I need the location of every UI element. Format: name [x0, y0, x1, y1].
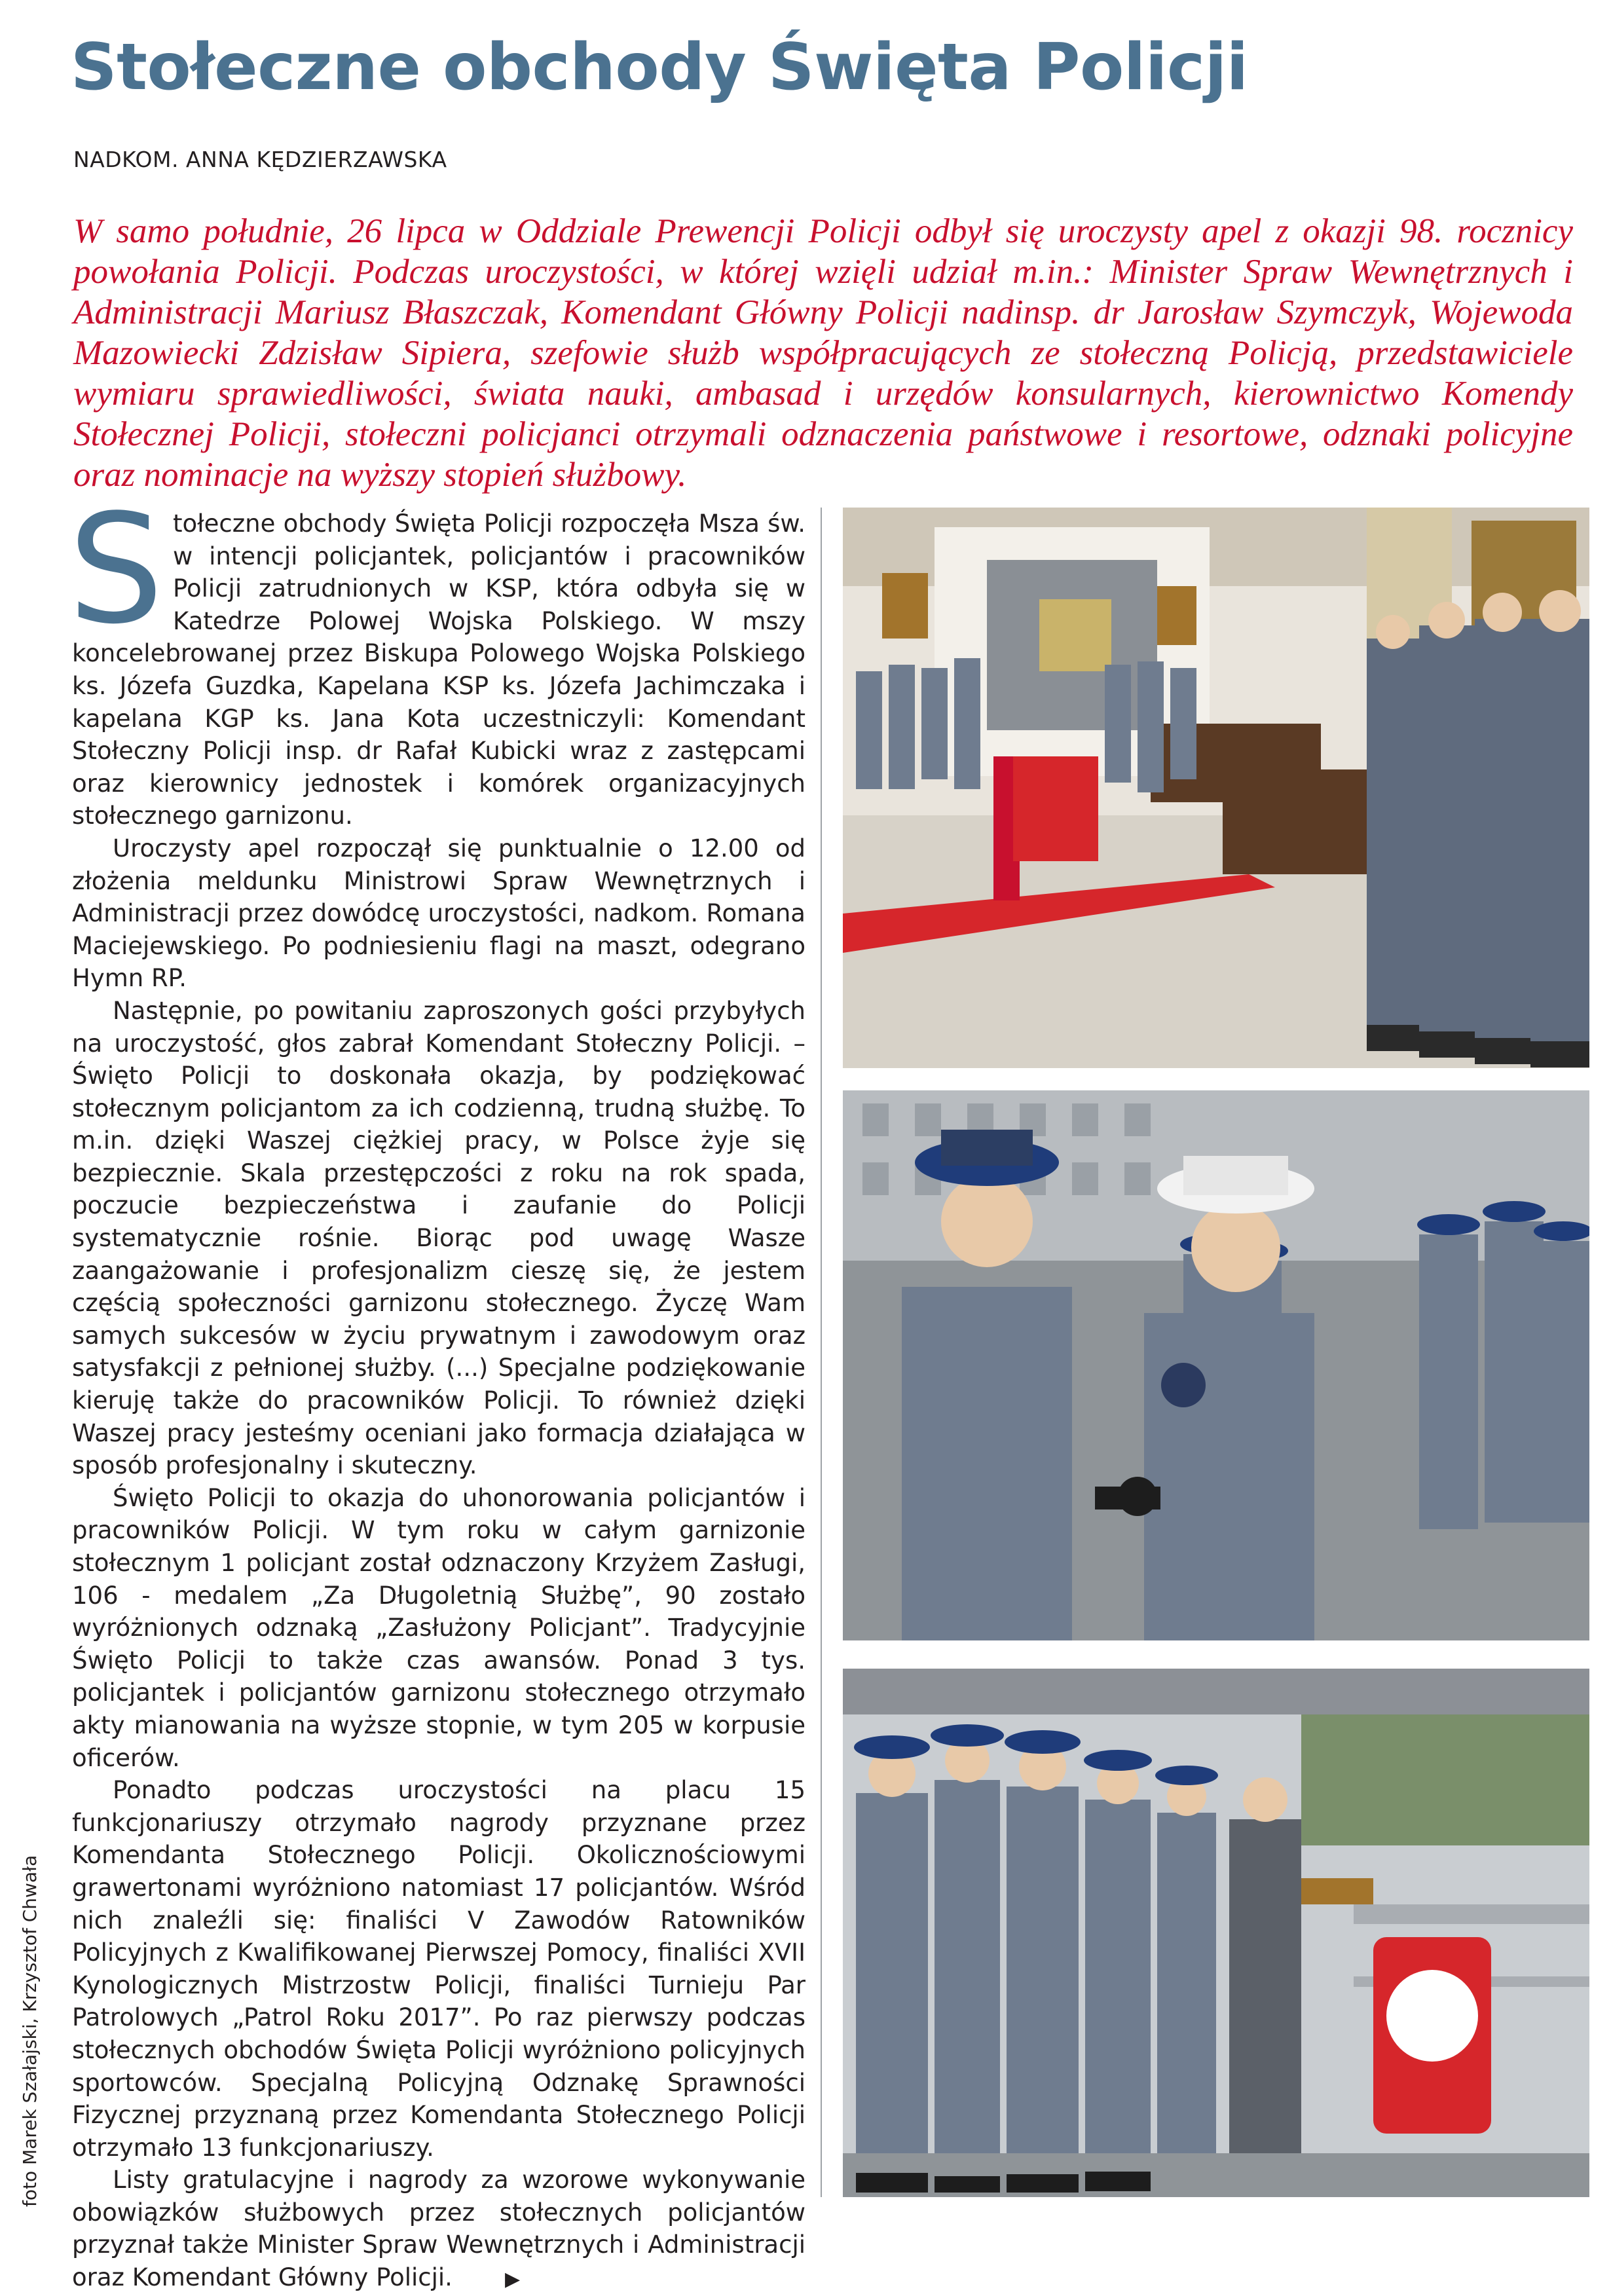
- photo-credit: foto Marek Szałajski, Krzysztof Chwała: [19, 1855, 41, 2207]
- article-body: [68, 483, 806, 2296]
- column-divider: [821, 508, 822, 2197]
- body-paragraph: Święto Policji to okazja do uhonorowania policjantów i pracowników Policji. W tym roku w całym garnizonie stołecznym 1 policjant został odznaczony Krzyżem Zasługi, 106 - medalem „Za Długoletnią Służbę”, 90 zostało wyróżnionych odznaką „Zasłużony Policjant”. Tradycyjnie Święto Policji to także czas awansów. Ponad 3 tys. policjantek i policjantów garnizonu stołecznego otrzymało akty mianowania na wyższe stopnie, w tym 205 w korpusie oficerów.: [72, 1483, 806, 1772]
- photo-ceremony-stage: [843, 1669, 1589, 2197]
- body-paragraph: Uroczysty apel rozpoczął się punktualnie o 12.00 od złożenia meldunku Ministrowi Spraw Wewnętrznych i Administracji przez dowódcę uroczystości, nadkom. Romana Maciejewskiego. Po podniesieniu flagi na maszt, odegrano Hymn RP.: [72, 834, 806, 993]
- body-paragraph-text: Listy gratulacyjne i nagrody za wzorowe wykonywanie obowiązków służbowych przez stołecznych policjantów przyznał także Minister Spraw Wewnętrznych i Administracji oraz Komendant Główny Policji.: [72, 2166, 806, 2292]
- photo-award-handshake: [843, 1090, 1589, 1640]
- drop-cap: S: [68, 483, 164, 657]
- article-author: NADKOM. ANNA KĘDZIERZAWSKA: [73, 147, 447, 172]
- triangle-right-icon: ▶: [504, 2268, 521, 2291]
- body-paragraph: [72, 2164, 806, 2295]
- photo-cathedral-mass: [843, 508, 1589, 1068]
- article-lead: W samo południe, 26 lipca w Oddziale Prewencji Policji odbył się uroczysty apel z okazji 98. rocznicy powołania Policji. Podczas uroczystości, w której wzięli udział m.in.: Minister Spraw Wewnętrznych i Administracji Mariusz Błaszczak, Komendant Główny Policji nadinsp. dr Jarosław Szymczyk, Wojewoda Mazowiecki Zdzisław Sipiera, szefowie służb współpracujących ze stołeczną Policją, przedstawiciele wymiaru sprawiedliwości, świata nauki, ambasad i urzędów konsularnych, kierownictwo Komendy Stołecznej Policji, stołeczni policjanci otrzymali odznaczenia państwowe i resortowe, odznaki policyjne oraz nominacje na wyższy stopień służbowy.: [73, 212, 1573, 494]
- body-paragraph: [68, 483, 806, 832]
- body-paragraph: Ponadto podczas uroczystości na placu 15 funkcjonariuszy otrzymało nagrody przyznane przez Komendanta Stołecznego Policji. Okolicznościowymi grawertonami wyróżniono natomiast 17 policjantów. Wśród nich znaleźli się: finaliści V Zawodów Ratowników Policyjnych z Kwalifikowanej Pierwszej Pomocy, finaliści XVII Kynologicznych Mistrzostw Policji, finaliści Turnieju Par Patrolowych „Patrol Roku 2017”. Po raz pierwszy podczas stołecznych obchodów Święta Policji wyróżniono policyjnych sportowców. Specjalną Policyjną Odznakę Sprawności Fizycznej przyznaną przez Komendanta Stołecznego Policji otrzymało 13 funkcjonariuszy.: [72, 1776, 806, 2162]
- body-paragraph-text: tołeczne obchody Święta Policji rozpoczęła Msza św. w intencji policjantek, policjantów i pracowników Policji zatrudnionych w KSP, która odbyła się w Katedrze Polowej Wojska Polskiego. W mszy koncelebrowanej przez Biskupa Polowego Wojska Polskiego ks. Józefa Guzdka, Kapelana KSP ks. Józefa Jachimczaka i kapelana KGP ks. Jana Kota uczestniczyli: Komendant Stołeczny Policji insp. dr Rafał Kubicki wraz z zastępcami oraz kierownicy jednostek i komórek organizacyjnych stołecznego garnizonu.: [72, 509, 806, 830]
- body-paragraph: Następnie, po powitaniu zaproszonych gości przybyłych na uroczystość, głos zabrał Komendant Stołeczny Policji. – Święto Policji to doskonała okazja, by podziękować stołecznym policjantom za ich codzienną, trudną służbę. To m.in. dzięki Waszej ciężkiej pracy, w Polsce żyje się bezpiecznie. Skala przestępczości z roku na rok spada, poczucie bezpieczeństwa i zaufanie do Policji systematycznie rośnie. Biorąc pod uwagę Wasze zaangażowanie i profesjonalizm cieszę się, że jestem częścią społeczności garnizonu stołecznego. Życzę Wam samych sukcesów w życiu prywatnym i zawodowym oraz satysfakcji z pełnionej służby. (...) Specjalne podziękowanie kieruję także do pracowników Policji. To również dzięki Waszej pracy jesteśmy oceniani jako formacja działająca w sposób profesjonalny i skuteczny.: [72, 996, 806, 1480]
- article-title: Stołeczne obchody Święta Policji: [71, 30, 1248, 105]
